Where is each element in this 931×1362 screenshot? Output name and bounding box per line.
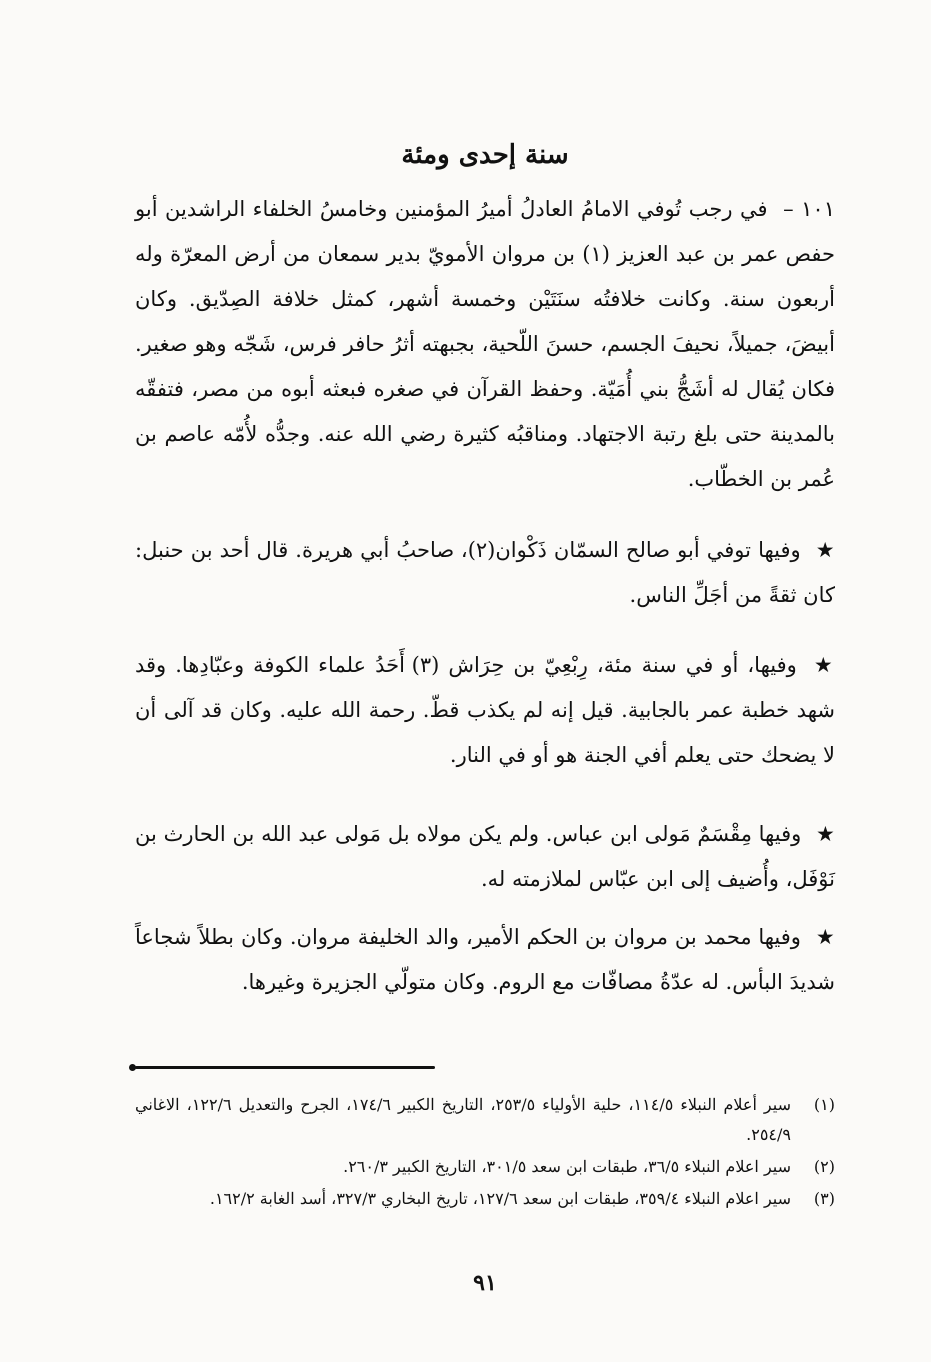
star-bullet-icon: ★	[813, 653, 835, 677]
entry-abu-salih	[135, 528, 835, 618]
entry-text: وفيها توفي أبو صالح السمّان ذَكْوان(٢)، صاحبُ أبي هريرة. قال أحد بن حنبل: كان ثقةً من أجَلِّ الناس.	[135, 538, 835, 607]
entry-muhammad-bin-marwan	[135, 915, 835, 1005]
star-bullet-icon: ★	[816, 822, 835, 846]
star-bullet-icon: ★	[815, 925, 835, 949]
entry-text: وفيها مِقْسَمٌ مَولى ابن عباس. ولم يكن مولاه بل مَولى عبد الله بن الحارث بن نَوْفَل، وأُضيف إلى ابن عبّاس لملازمته له.	[135, 822, 835, 891]
entry-number: ١٠١ –	[783, 197, 835, 221]
entry-ribi-bin-hirash	[135, 643, 835, 778]
entry-year-101	[135, 187, 835, 502]
footnote-number: (٢)	[813, 1157, 835, 1176]
footnote-3	[135, 1184, 835, 1214]
footnote-text: سير اعلام النبلاء ٣٦/٥، طبقات ابن سعد ٣٠١/٥، التاريخ الكبير ٢٦٠/٣.	[343, 1157, 791, 1176]
entry-text: في رجب تُوفي الامامُ العادلُ أميرُ المؤمنين وخامسُ الخلفاء الراشدين أبو حفص عمر بن عبد العزيز (١) بن مروان الأمويّ بدير سمعان من أرض المعرّة وله أربعون سنة. وكانت خلافتُه سنَتَيْن وخمسة أشهر، كمثل خلافة الصِدّيق. وكان أبيضَ، جميلاً، نحيفَ الجسم، حسنَ اللّحية، بجبهته أثرُ حافر فرس، شَجّه وهو صغير. فكان يُقال له أشَجُّ بني أُمَيّة. وحفظ القرآن في صغره فبعثه أبوه من مصر، فتفقّه بالمدينة حتى بلغ رتبة الاجتهاد. ومناقبُه كثيرة رضي الله عنه. وجدُّه لأُمّه عاصم بن عُمر بن الخطّاب.	[135, 197, 835, 491]
chapter-title: سنة إحدى ومئة	[401, 140, 569, 170]
footnote-number: (٣)	[813, 1189, 835, 1208]
footnote-2	[135, 1152, 835, 1182]
entry-text: وفيها محمد بن مروان بن الحكم الأمير، والد الخليفة مروان. وكان بطلاً شجاعاً شديدَ البأس. له عدّةُ مصافّات مع الروم. وكان متولّي الجزيرة وغيرها.	[135, 925, 835, 994]
entry-text: وفيها، أو في سنة مئة، رِبْعِيّ بن حِرَاش (٣) أَحَدُ علماء الكوفة وعبّادِها. وقد شهد خطبة عمر بالجابية. قيل إنه لم يكذب قطّ. رحمة الله عليه. وكان قد آلى أن لا يضحك حتى يعلم أفي الجنة هو أو في النار.	[135, 653, 835, 767]
star-bullet-icon: ★	[815, 538, 835, 562]
footnotes	[135, 1090, 835, 1216]
footnote-number: (١)	[813, 1095, 835, 1114]
footnote-text: سير اعلام النبلاء ٣٥٩/٤، طبقات ابن سعد ١٢٧/٦، تاريخ البخاري ٣٢٧/٣، أسد الغابة ١٦٢/٢.	[209, 1189, 791, 1208]
footnote-separator	[135, 1066, 435, 1069]
footnote-text: سير أعلام النبلاء ١١٤/٥، حلية الأولياء ٢٥٣/٥، التاريخ الكبير ١٧٤/٦، الجرح والتعديل ١٢٢/٦، الاغاني ٢٥٤/٩.	[135, 1095, 791, 1144]
page-number: ٩١	[473, 1270, 497, 1296]
book-page	[135, 0, 835, 1362]
footnote-1	[135, 1090, 835, 1150]
entry-miqsam	[135, 812, 835, 902]
